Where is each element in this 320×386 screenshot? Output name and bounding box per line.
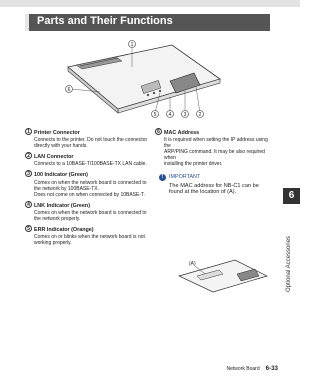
part-item <box>25 170 155 197</box>
parts-list-left <box>25 128 155 249</box>
part-body-line: It is required when setting the IP address using the <box>164 137 268 150</box>
part-item <box>155 128 273 168</box>
parts-list-right <box>155 128 273 196</box>
title-accent <box>25 14 29 31</box>
part-body-line: ARP/PING command. It may be also required when <box>164 149 265 162</box>
section-title-bar <box>25 14 270 31</box>
part-item <box>25 201 155 222</box>
important-text-line: The MAC address for NB-C1 can be <box>169 182 259 189</box>
figure-callout-2: 2 <box>198 111 202 118</box>
network-board-illustration <box>60 37 230 119</box>
chapter-title: Optional Accessories <box>286 235 292 292</box>
callout-number: 6 <box>155 128 162 135</box>
part-item <box>25 128 155 149</box>
part-heading: LNK Indicator (Green) <box>34 202 91 209</box>
figure-callout-1: 1 <box>130 41 134 48</box>
part-item <box>25 152 155 167</box>
mac-address-location-illustration <box>175 254 271 294</box>
part-body-line: Connects to the printer. Do not touch the connector <box>34 137 148 144</box>
chapter-side-label <box>286 212 297 292</box>
part-body-line: Comes on or blinks when the network board is not <box>34 234 145 241</box>
part-body-line: working properly. <box>34 240 72 247</box>
important-label: IMPORTANT <box>169 173 201 180</box>
important-icon: ! <box>159 174 166 181</box>
part-body-line: the network properly. <box>34 216 81 223</box>
part-heading: 100 Indicator (Green) <box>34 172 88 179</box>
part-body-line: Connects to a 10BASE-T/100BASE-TX LAN cable. <box>34 161 147 168</box>
part-heading: ERR Indicator (Orange) <box>34 227 94 234</box>
callout-number: 1 <box>25 128 32 135</box>
top-band <box>0 0 300 7</box>
callout-number: 2 <box>25 152 32 159</box>
footer-section: Network Board <box>226 366 260 372</box>
page-title: Parts and Their Functions <box>37 15 173 27</box>
part-body-line: Comes on when the network board is connected to <box>34 179 147 186</box>
figure-callout-3: 3 <box>183 111 187 118</box>
page-footer <box>227 365 278 372</box>
part-item <box>25 225 155 246</box>
callout-number: 5 <box>25 225 32 232</box>
figure-callout-6: 6 <box>67 86 71 93</box>
part-body-line: installing the printer driver. <box>164 161 223 168</box>
figure-callout-4: 4 <box>168 111 172 118</box>
callout-number: 3 <box>25 170 32 177</box>
part-body-line: the network by 100BASE-TX. <box>34 185 100 192</box>
part-body-line: directly with your hands. <box>34 143 88 150</box>
figure-label-a: (A) <box>189 261 196 267</box>
part-heading: LAN Connector <box>34 154 74 161</box>
part-body-line: Does not come on when connected by 10BASE-T. <box>34 191 145 198</box>
figure-callout-5: 5 <box>153 111 157 118</box>
important-note <box>155 174 273 197</box>
important-text-line: found at the location of (A). <box>169 189 237 196</box>
part-heading: MAC Address <box>164 130 200 136</box>
page-number: 6-33 <box>265 365 278 372</box>
part-heading: Printer Connector <box>34 130 80 136</box>
callout-number: 4 <box>25 201 32 208</box>
chapter-tab: 6 <box>283 188 300 204</box>
part-body-line: Comes on when the network board is connected to <box>34 209 147 216</box>
